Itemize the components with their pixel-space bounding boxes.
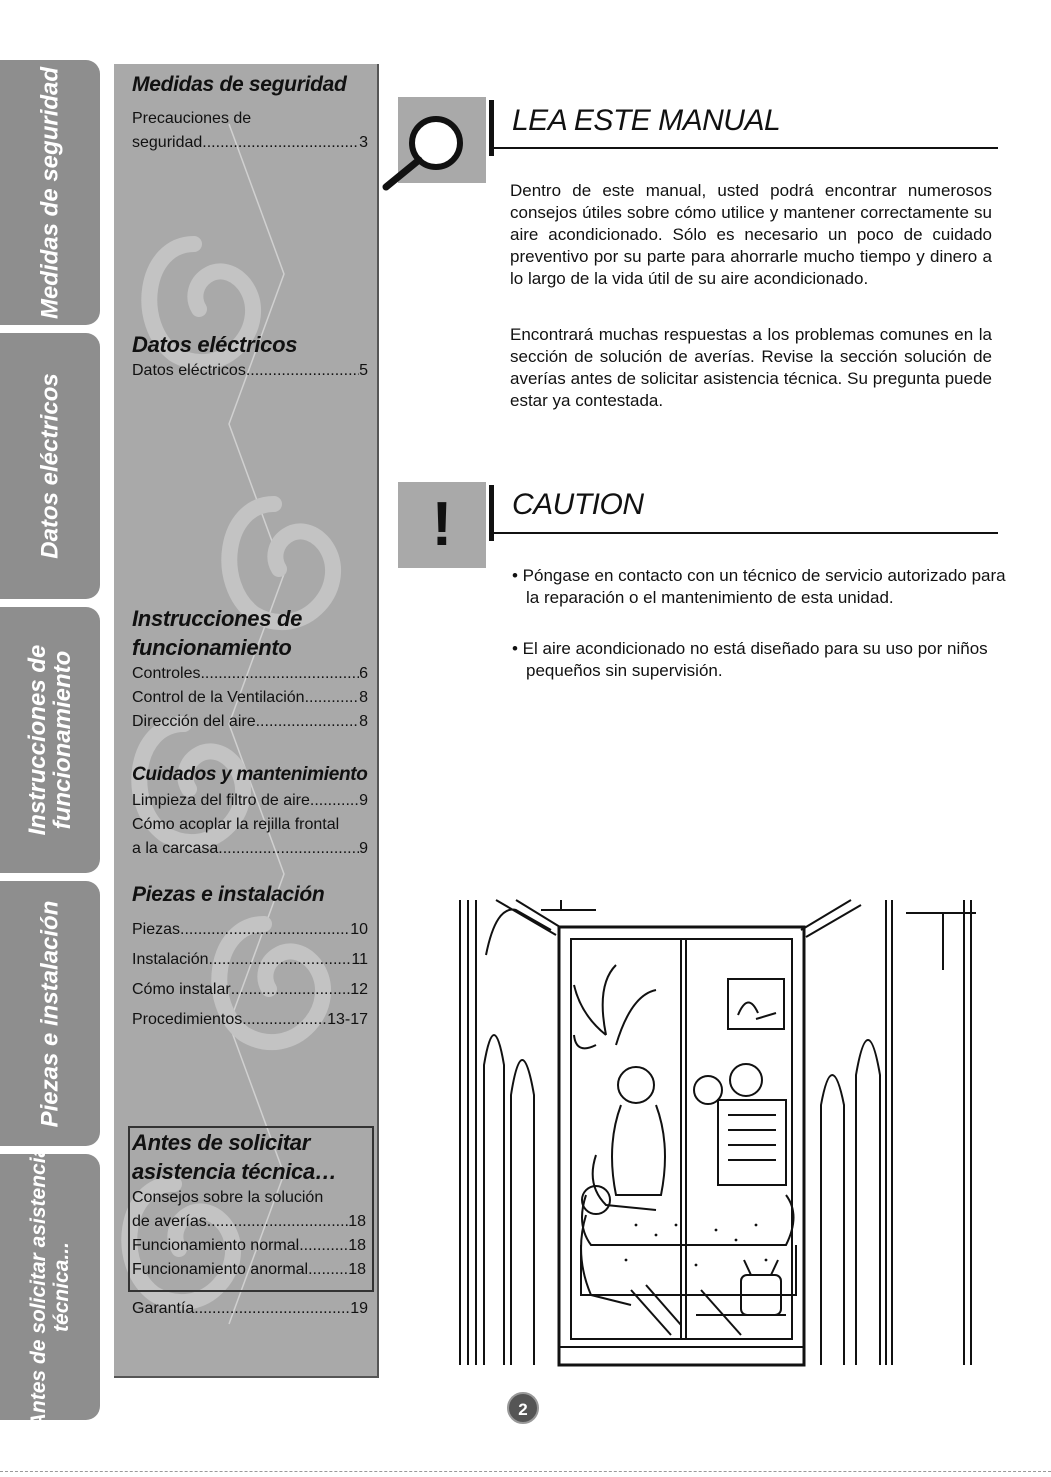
heading-rule	[494, 532, 998, 534]
toc-section-title: Antes de solicitar	[132, 1130, 310, 1155]
toc-section-title: Cuidados y mantenimiento	[132, 764, 368, 785]
toc-section-garantia	[132, 1297, 368, 1321]
toc-entry[interactable]: Procedimientos ..... 13-17	[132, 1005, 368, 1035]
side-tab-piezas[interactable]	[0, 881, 100, 1146]
exclamation-icon: !	[431, 490, 453, 559]
toc-section-cuidados	[132, 760, 368, 861]
toc-entry-line: Cómo acoplar la rejilla frontal	[132, 816, 340, 833]
magnifier-icon	[380, 97, 490, 197]
toc-section-title: Medidas de seguridad	[132, 73, 347, 96]
exclamation-icon-box	[398, 482, 486, 568]
toc-entry[interactable]: Funcionamiento normal ..... 18	[132, 1234, 366, 1258]
family-window-illustration	[456, 895, 976, 1367]
toc-entry[interactable]: seguridad ..... 3	[132, 131, 368, 155]
toc-section-title: Piezas e instalación	[132, 883, 325, 906]
side-tab-label: Medidas de seguridad	[36, 66, 64, 319]
side-tab-antes[interactable]	[0, 1145, 100, 1429]
side-tab-datos[interactable]	[0, 333, 100, 599]
lea-paragraph-2: Encontrará muchas respuestas a los problemas comunes en la sección de solución de averías. Revise la sección solución de averías antes de solicitar asistencia técnica. Su pregunta puede estar ya contestada.	[510, 325, 992, 410]
page-number: 2	[507, 1392, 539, 1424]
toc-section-piezas	[132, 880, 368, 1035]
toc-entry-line: Precauciones de	[132, 110, 252, 127]
heading-caution: CAUTION	[512, 488, 644, 521]
toc-entry[interactable]: a la carcasa ..... 9	[132, 837, 368, 861]
lea-paragraph-1: Dentro de este manual, usted podrá encontrar numerosos consejos útiles sobre cómo utilice y mantener correctamente su aire acondicionado. Sólo es necesario un poco de cuidado preventivo por su parte para ahorrarle mucho tiempo y dinero a lo largo de la vida útil de su aire acondicionado.	[510, 181, 992, 288]
toc-section-instrucciones	[132, 604, 368, 734]
toc-entry[interactable]: Cómo instalar ..... 12	[132, 975, 368, 1005]
toc-section-title: funcionamiento	[132, 635, 292, 660]
toc-section-title: Instrucciones de	[132, 606, 303, 631]
toc-entry[interactable]: de averías ..... 18	[132, 1210, 366, 1234]
toc-section-title: asistencia técnica…	[132, 1159, 337, 1184]
toc-entry[interactable]: Datos eléctricos ..... 5	[132, 359, 368, 383]
side-tab-label: Antes de solicitar asistencia técnica...	[27, 1145, 73, 1429]
toc-panel	[114, 64, 379, 1378]
toc-entry[interactable]: Instalación ..... 11	[132, 945, 368, 975]
toc-section-datos	[132, 330, 368, 383]
toc-entry-line: Consejos sobre la solución	[132, 1189, 324, 1206]
toc-entry[interactable]: Dirección del aire ..... 8	[132, 710, 368, 734]
side-tab-instrucciones[interactable]	[0, 607, 100, 873]
toc-entry[interactable]: Garantía ..... 19	[132, 1297, 368, 1321]
caution-bullet-2: • El aire acondicionado no está diseñado para su uso por niños pequeños sin supervisión.	[512, 639, 988, 680]
footer-dashed-rule	[0, 1471, 1051, 1472]
toc-entry[interactable]: Funcionamiento anormal. ..... 18	[132, 1258, 366, 1282]
toc-entry[interactable]: Control de la Ventilación ..... 8	[132, 686, 368, 710]
side-tab-label: Piezas e instalación	[36, 900, 64, 1127]
heading-lea: LEA ESTE MANUAL	[512, 104, 781, 137]
side-tab-label: Datos eléctricos	[36, 373, 64, 559]
toc-entry[interactable]: Limpieza del filtro de aire ..... 9	[132, 789, 368, 813]
heading-rule	[494, 147, 998, 149]
toc-section-antes	[132, 1128, 366, 1282]
magnifier-icon-box	[398, 97, 486, 183]
toc-section-medidas	[132, 70, 368, 155]
side-tab-label: Instrucciones de funcionamiento	[24, 644, 76, 836]
toc-section-title: Datos eléctricos	[132, 332, 298, 357]
caution-bullet-1: • Póngase en contacto con un técnico de servicio autorizado para la reparación o el mantenimiento de esta unidad.	[512, 566, 1006, 607]
toc-entry[interactable]: Controles ..... 6	[132, 662, 368, 686]
side-tab-medidas[interactable]	[0, 60, 100, 325]
toc-entry[interactable]: Piezas ..... 10	[132, 915, 368, 945]
